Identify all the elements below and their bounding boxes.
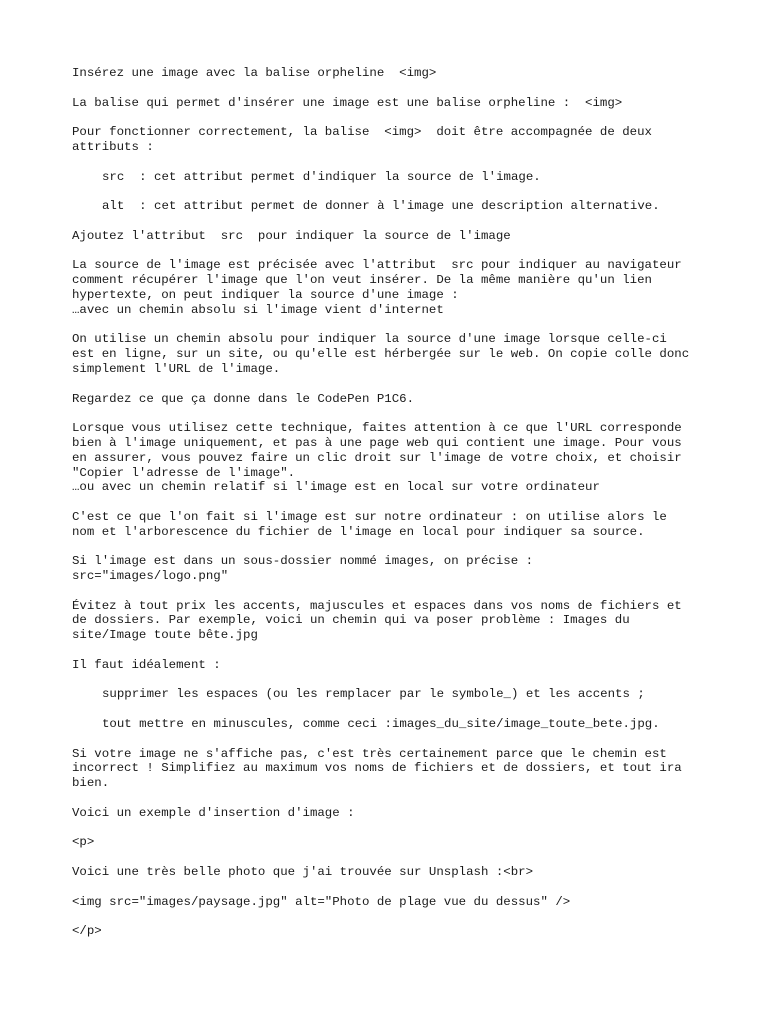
paragraph-source-explanation: La source de l'image est précisée avec l'attribut src pour indiquer au navigateur comment récupérer l'image que l'on veut insérer. De la même manière qu'un lien hypertexte, on peut indiquer la source d'une image : …avec un chemin absolu si l'image vient d'internet — [72, 258, 682, 317]
list-item-remove-spaces: supprimer les espaces (ou les remplacer par le symbole_) et les accents ; — [102, 687, 645, 702]
paragraph-absolute-path: On utilise un chemin absolu pour indiquer la source d'une image lorsque celle-ci est en ligne, sur un site, ou qu'elle est hérbergée sur le web. On copie colle donc simplement l'URL de l'image. — [72, 332, 690, 376]
paragraph-url-warning: Lorsque vous utilisez cette technique, faites attention à ce que l'URL corresponde bien à l'image uniquement, et pas à une page web qui contient une image. Pour vous en assurer, vous pouvez faire un clic droit sur l'image de votre choix, et choisir "Copier l'adresse de l'image". …ou avec un chemin relatif si l'image est en local sur votre ordinateur — [72, 421, 682, 495]
list-item-alt: alt : cet attribut permet de donner à l'image une description alternative. — [102, 199, 660, 214]
paragraph-avoid-accents: Évitez à tout prix les accents, majuscules et espaces dans vos noms de fichiers et de dossiers. Par exemple, voici un chemin qui va poser problème : Images du site/Image toute bête.jpg — [72, 598, 682, 643]
paragraph-example-intro: Voici un exemple d'insertion d'image : — [72, 805, 355, 820]
paragraph-troubleshoot: Si votre image ne s'affiche pas, c'est très certainement parce que le chemin est incorrect ! Simplifiez au maximum vos noms de fichiers et de dossiers, et tout ira bien. — [72, 746, 682, 791]
paragraph-section-heading-src: Ajoutez l'attribut src pour indiquer la source de l'image — [72, 228, 511, 243]
paragraph-subfolder: Si l'image est dans un sous-dossier nommé images, on précise : src="images/logo.png" — [72, 554, 534, 584]
list-item-src: src : cet attribut permet d'indiquer la source de l'image. — [102, 169, 541, 184]
paragraph-relative-path: C'est ce que l'on fait si l'image est sur notre ordinateur : on utilise alors le nom et l'arborescence du fichier de l'image en local pour indiquer sa source. — [72, 509, 667, 539]
code-line-p-open: <p> — [72, 835, 95, 850]
document-body — [72, 66, 712, 954]
paragraph-codepen: Regardez ce que ça donne dans le CodePen P1C6. — [72, 391, 415, 406]
code-line-img: <img src="images/paysage.jpg" alt="Photo de plage vue du dessus" /> — [72, 894, 571, 909]
paragraph-orphan-tag: La balise qui permet d'insérer une image est une balise orpheline : <img> — [72, 95, 623, 110]
paragraph-attributes-intro: Pour fonctionner correctement, la balise <img> doit être accompagnée de deux attributs : — [72, 125, 652, 154]
code-line-p-close: </p> — [72, 924, 102, 939]
code-line-text: Voici une très belle photo que j'ai trouvée sur Unsplash :<br> — [72, 865, 534, 880]
list-item-lowercase: tout mettre en minuscules, comme ceci :images_du_site/image_toute_bete.jpg. — [102, 717, 660, 732]
paragraph-ideally: Il faut idéalement : — [72, 657, 221, 672]
paragraph-section-heading-img: Insérez une image avec la balise orpheline <img> — [72, 66, 437, 80]
